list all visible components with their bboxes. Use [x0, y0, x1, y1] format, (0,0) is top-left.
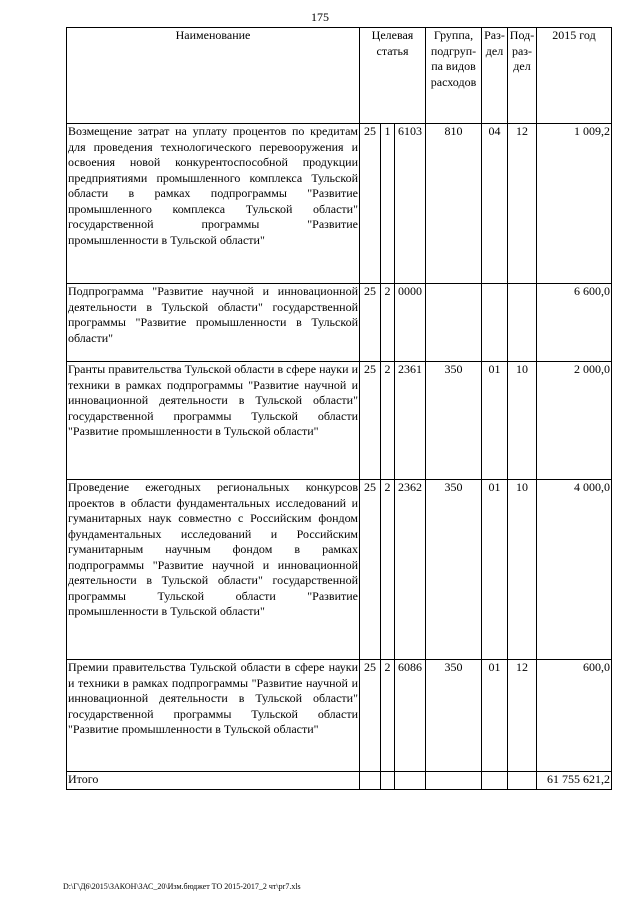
row-section: 01	[482, 660, 508, 772]
row-amount: 1 009,2	[537, 124, 612, 284]
row-target-1: 25	[360, 284, 381, 362]
row-section: 01	[482, 362, 508, 480]
table-row	[67, 480, 612, 660]
row-subsection: 10	[508, 480, 537, 660]
table-row	[67, 660, 612, 772]
row-target-3: 6103	[395, 124, 426, 284]
row-name: Подпрограмма "Развитие научной и инновационной деятельности в Тульской области" государственной программы "Развитие промышленности в Тульской области"	[67, 284, 360, 362]
total-empty-cell	[360, 772, 381, 790]
row-subsection: 10	[508, 362, 537, 480]
row-subsection	[508, 284, 537, 362]
row-target-1: 25	[360, 124, 381, 284]
total-row	[67, 772, 612, 790]
header-target-article: Целевая статья	[360, 28, 426, 124]
row-amount: 6 600,0	[537, 284, 612, 362]
header-row	[67, 28, 612, 124]
row-target-2: 1	[381, 124, 395, 284]
row-subsection: 12	[508, 660, 537, 772]
total-empty-cell	[381, 772, 395, 790]
total-empty-cell	[395, 772, 426, 790]
row-section	[482, 284, 508, 362]
total-empty-cell	[482, 772, 508, 790]
row-section: 04	[482, 124, 508, 284]
row-amount: 2 000,0	[537, 362, 612, 480]
row-group: 350	[426, 480, 482, 660]
row-subsection: 12	[508, 124, 537, 284]
row-amount: 600,0	[537, 660, 612, 772]
row-target-3: 0000	[395, 284, 426, 362]
total-empty-cell	[426, 772, 482, 790]
row-amount: 4 000,0	[537, 480, 612, 660]
page-number: 175	[311, 10, 329, 24]
row-name: Гранты правительства Тульской области в сфере науки и техники в рамках подпрограммы "Развитие научной и инновационной деятельности в Тульской области" государственной программы Тульской области "Развитие промышленности в Тульской области"	[67, 362, 360, 480]
header-year: 2015 год	[537, 28, 612, 124]
row-target-1: 25	[360, 480, 381, 660]
table-row	[67, 124, 612, 284]
row-target-3: 2361	[395, 362, 426, 480]
header-expense-group: Группа, подгруп-па видов расходов	[426, 28, 482, 124]
header-name: Наименование	[67, 28, 360, 124]
file-path-footer: D:\Г\Д6\2015\ЗАКОН\ЗАС_20\Изм.бюджет ТО 2015-2017_2 чт\pr7.xls	[63, 882, 301, 891]
budget-table	[66, 27, 612, 790]
row-target-3: 2362	[395, 480, 426, 660]
row-target-2: 2	[381, 480, 395, 660]
row-group	[426, 284, 482, 362]
total-label: Итого	[67, 772, 360, 790]
header-subsection: Под-раз-дел	[508, 28, 537, 124]
row-group: 350	[426, 660, 482, 772]
row-target-2: 2	[381, 660, 395, 772]
row-target-3: 6086	[395, 660, 426, 772]
total-amount: 61 755 621,2	[537, 772, 612, 790]
row-target-1: 25	[360, 660, 381, 772]
row-target-2: 2	[381, 362, 395, 480]
table-row	[67, 284, 612, 362]
row-section: 01	[482, 480, 508, 660]
table-row	[67, 362, 612, 480]
row-name: Премии правительства Тульской области в сфере науки и техники в рамках подпрограммы "Развитие научной и инновационной деятельности в Тульской области" государственной программы Тульской области "Развитие промышленности в Тульской области"	[67, 660, 360, 772]
total-empty-cell	[508, 772, 537, 790]
row-target-2: 2	[381, 284, 395, 362]
row-name: Возмещение затрат на уплату процентов по кредитам для проведения технологического перевооружения и освоения новой конкурентоспособной продукции предприятиями промышленного комплекса Тульской области в рамках подпрограммы "Развитие промышленного комплекса Тульской области" государственной программы "Развитие промышленности в Тульской области"	[67, 124, 360, 284]
row-group: 810	[426, 124, 482, 284]
header-section: Раз-дел	[482, 28, 508, 124]
row-group: 350	[426, 362, 482, 480]
row-target-1: 25	[360, 362, 381, 480]
row-name: Проведение ежегодных региональных конкурсов проектов в области фундаментальных исследований и гуманитарных наук совместно с Российским фондом фундаментальных исследований и Российским гуманитарным научным фондом в рамках подпрограммы "Развитие научной и инновационной деятельности в Тульской области" государственной программы Тульской области "Развитие промышленности в Тульской области"	[67, 480, 360, 660]
